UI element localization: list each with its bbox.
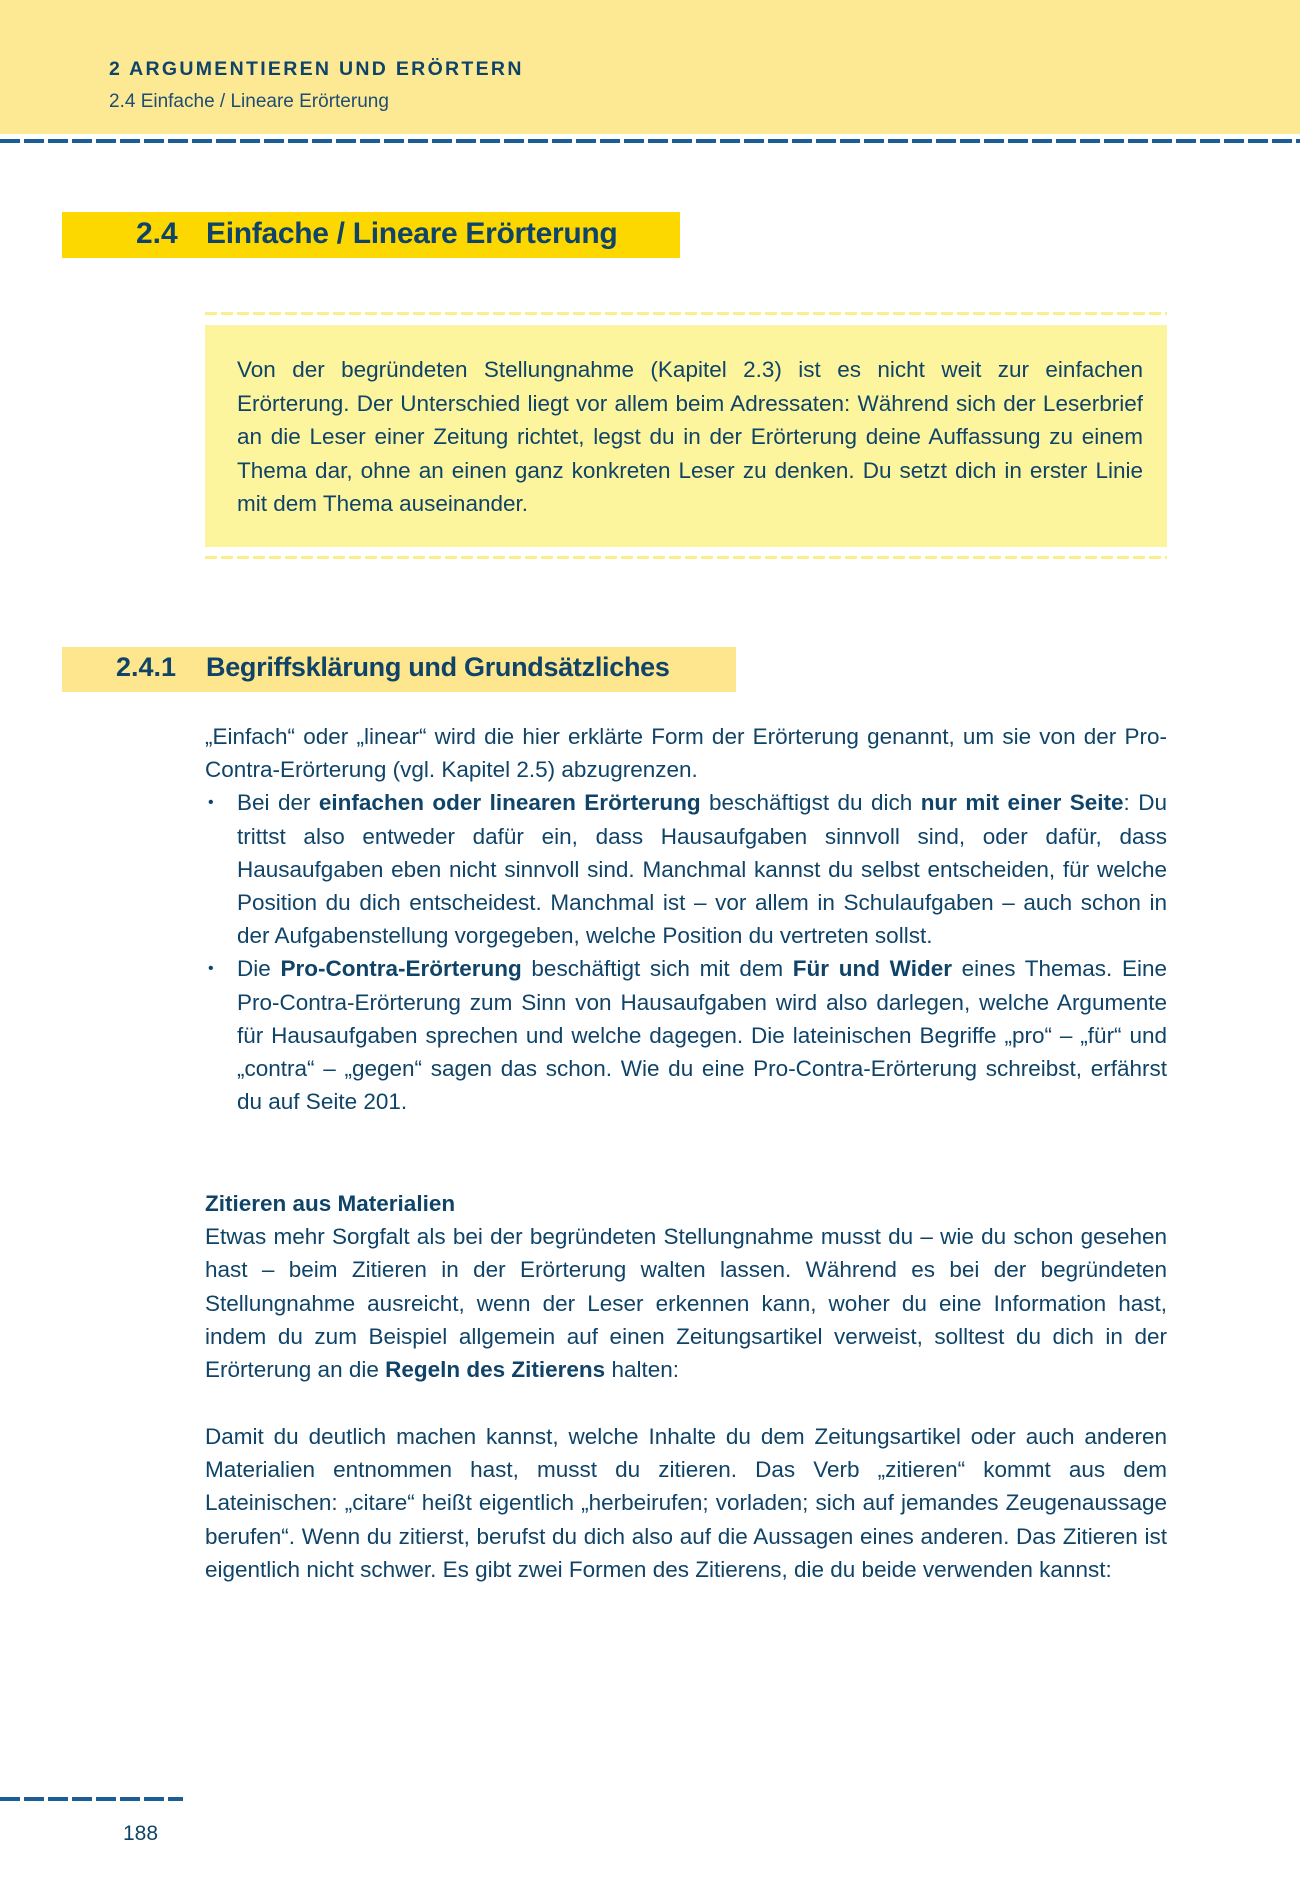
page-number: 188 <box>123 1822 159 1845</box>
header-divider <box>0 139 1300 143</box>
bold-term: nur mit einer Seite <box>920 790 1124 816</box>
bullet-list <box>205 786 1167 1118</box>
intro-box-top-divider <box>205 312 1167 315</box>
chapter-subtitle: 2.4 Einfache / Lineare Erörterung <box>109 91 389 112</box>
text-run: Die <box>237 956 281 982</box>
intro-paragraph: „Einfach“ oder „linear“ wird die hier erklärte Form der Erörterung genannt, um sie von der Pro-Contra-Erörterung (vgl. Kapitel 2.5) abzugrenzen. <box>205 724 1167 783</box>
closing-paragraph: Damit du deutlich machen kannst, welche Inhalte du dem Zeitungsartikel oder auch anderen Materialien entnommen hast, musst du zitieren. Das Verb „zitieren“ kommt aus dem Lateinischen: „citare“ heißt eigentlich „herbeirufen; vorladen; sich auf jemandes Zeugenaussage berufen“. Wenn du zitierst, berufst du dich also auf die Aussagen eines anderen. Das Zitieren ist eigentlich nicht schwer. Es gibt zwei Formen des Zitierens, die du beide verwenden kannst: <box>205 1424 1167 1582</box>
section-number: 2.4 <box>136 217 178 250</box>
body-section <box>205 720 1167 1118</box>
bullet-icon: • <box>208 794 214 812</box>
zitieren-paragraph <box>205 1220 1167 1386</box>
section-title: Einfache / Lineare Erörterung <box>206 217 618 250</box>
text-run: eines Themas. Eine Pro-Contra-Erörterung zum Sinn von Hausaufgaben wird also darlegen, welche Argumente für Hausaufgaben sprechen und welche dagegen. Die lateinischen Begriffe „pro“ – „für“ und „contra“ – „gegen“ sagen das schon. Wie du eine Pro-Contra-Erörterung schreibst, erfährst du auf Seite 201. <box>237 956 1167 1115</box>
bold-term: Regeln des Zitierens <box>385 1357 606 1383</box>
intro-box-bottom-divider <box>205 556 1167 559</box>
intro-text: Von der begründeten Stellungnahme (Kapitel 2.3) ist es nicht weit zur einfachen Erörterung. Der Unterschied liegt vor allem beim Adressaten: Während sich der Leserbrief an die Leser einer Zeitung richtet, legst du in der Erörterung deine Auffassung zu einem Thema dar, ohne an einen ganz konkreten Leser zu denken. Du setzt dich in erster Linie mit dem Thema auseinander. <box>237 357 1143 516</box>
text-run: beschäftigst du dich <box>700 790 921 816</box>
text-run: Bei der <box>237 790 319 816</box>
bold-term: Pro-Contra-Erörterung <box>280 956 522 982</box>
subsection-title: Begriffsklärung und Grundsätzliches <box>206 652 670 682</box>
chapter-title: 2 ARGUMENTIEREN UND ERÖRTERN <box>109 58 524 80</box>
zitieren-section <box>205 1187 1167 1386</box>
bold-term: Für und Wider <box>792 956 952 982</box>
subsection-number: 2.4.1 <box>116 652 177 682</box>
list-item <box>205 786 1167 952</box>
text-run: halten: <box>605 1357 680 1383</box>
bold-term: einfachen oder linearen Erörterung <box>318 790 701 816</box>
text-run: : Du trittst also entweder dafür ein, dass Hausaufgaben sinnvoll sind, oder dafür, dass Hausaufgaben eben nicht sinnvoll sind. Manchmal kannst du selbst entscheiden, für welche Position du dich entscheidest. Manchmal ist – vor allem in Schulaufgaben – auch schon in der Aufgabenstellung vorgegeben, welche Position du vertreten sollst. <box>237 790 1167 949</box>
footer-divider <box>0 1797 183 1801</box>
zitieren-heading: Zitieren aus Materialien <box>205 1191 456 1216</box>
list-item <box>205 952 1167 1118</box>
closing-section <box>205 1420 1167 1586</box>
text-run: Etwas mehr Sorgfalt als bei der begründeten Stellungnahme musst du – wie du schon gesehen hast – beim Zitieren in der Erörterung walten lassen. Während es bei der begründeten Stellungnahme ausreicht, wenn der Leser erkennen kann, woher du eine Information hast, indem du zum Beispiel allgemein auf einen Zeitungsartikel verweist, solltest du dich in der Erörterung an die <box>205 1224 1167 1383</box>
text-run: beschäftigt sich mit dem <box>521 956 793 982</box>
bullet-icon: • <box>208 960 214 978</box>
